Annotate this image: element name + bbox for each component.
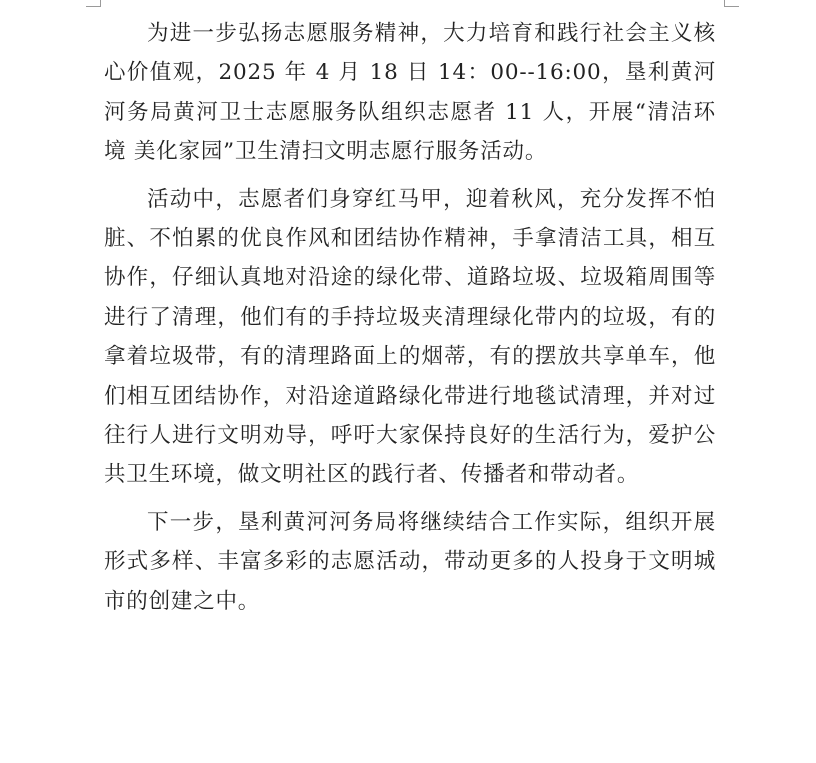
margin-corner-mark-left — [86, 0, 101, 7]
margin-corner-mark-right — [724, 0, 739, 7]
document-body[interactable] — [104, 14, 716, 621]
paragraph-activity: 活动中，志愿者们身穿红马甲，迎着秋风，充分发挥不怕脏、不怕累的优良作风和团结协作精神，手拿清洁工具，相互协作，仔细认真地对沿途的绿化带、道路垃圾、垃圾箱周围等进行了清理，他们有的手持垃圾夹清理绿化带内的垃圾，有的拿着垃圾带，有的清理路面上的烟蒂，有的摆放共享单车，他们相互团结协作，对沿途道路绿化带进行地毯试清理，并对过往行人进行文明劝导，呼吁大家保持良好的生活行为，爱护公共卫生环境，做文明社区的践行者、传播者和带动者。 — [104, 186, 716, 488]
paragraph-intro: 为进一步弘扬志愿服务精神，大力培育和践行社会主义核心价值观，2025 年 4 月 18 日 14：00--16:00，垦利黄河河务局黄河卫士志愿服务队组织志愿者 11 人，开展“清洁环境 美化家园”卫生清扫文明志愿行服务活动。 — [104, 21, 716, 165]
paragraph-next-step: 下一步，垦利黄河河务局将继续结合工作实际，组织开展形式多样、丰富多彩的志愿活动，带动更多的人投身于文明城市的创建之中。 — [104, 509, 716, 614]
